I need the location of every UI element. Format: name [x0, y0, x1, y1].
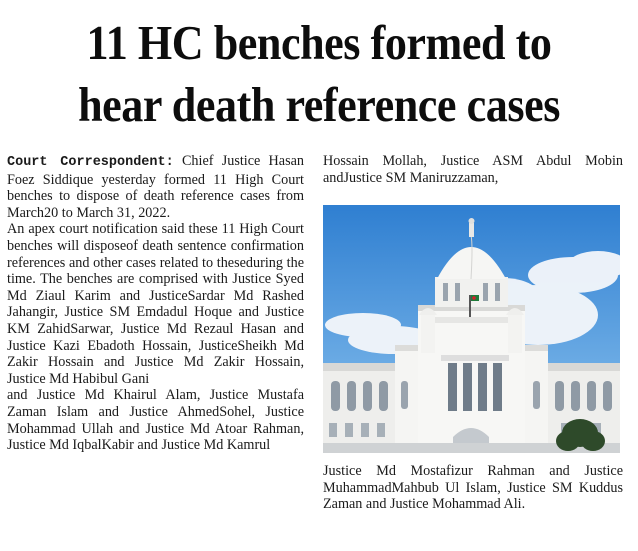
article-column-right-bottom [323, 463, 623, 513]
article-paragraph-3: and Justice Md Khairul Alam, Justice Mustafa Zaman Islam and Justice AhmedSohel, Justice Mohammad Ullah and Justice Md Atoar Rahman, Justice Md IqbalKabir and Justice Md Kamrul [7, 387, 304, 454]
headline-line-2: hear death reference cases [78, 77, 560, 132]
article-paragraph-5: Justice Md Mostafizur Rahman and Justice MuhammadMahbub Ul Islam, Justice SM Kuddus Zaman and Justice Mohammad Ali. [323, 463, 623, 513]
article-paragraph-1 [7, 153, 304, 221]
article-paragraph-1-text: Chief Justice Hasan Foez Siddique yesterday formed 11 High Court benches to dispose of death reference cases from March20 to March 31, 2022. [7, 153, 305, 221]
article-column-right [323, 153, 623, 186]
headline [32, 12, 606, 136]
article-paragraph-4: Hossain Mollah, Justice ASM Abdul Mobin andJustice SM Maniruzzaman, [323, 153, 623, 186]
article-column-left [7, 153, 304, 454]
article-paragraph-2: An apex court notification said these 11 High Court benches will disposeof death sentence confirmation references and other cases related to theseduring the time. The benches are comprised with Justice Syed Md Ziaul Karim and JusticeSardar Md Rashed Jahangir, Justice SM Emdadul Hoque and Justice KM ZahidSarwar, Justice Md Rezaul Hasan and Justice Kazi Ebadoth Hossain, JusticeSheikh Md Zakir Hossain and Justice Md Zakir Hossain, Justice Md Habibul Gani [7, 221, 304, 387]
high-court-photo [323, 205, 620, 453]
headline-line-1: 11 HC benches formed to [86, 15, 552, 70]
byline: Court Correspondent: [7, 155, 174, 170]
